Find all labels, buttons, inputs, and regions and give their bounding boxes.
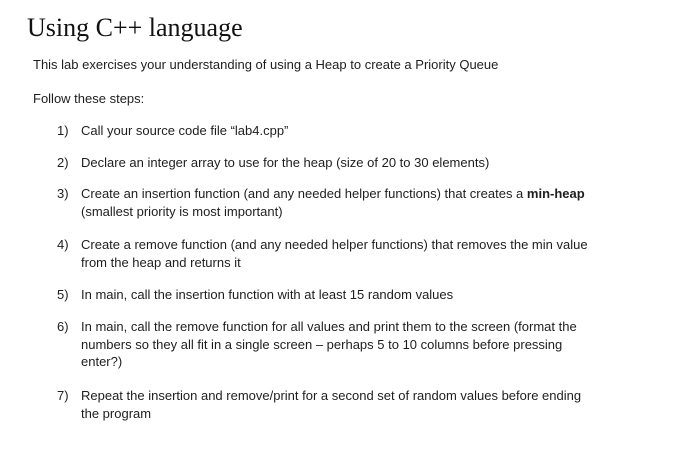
step-line: Create a remove function (and any needed helper functions) that removes the min value: [81, 237, 588, 252]
step-line: numbers so they all fit in a single screen – perhaps 5 to 10 columns before pressing: [81, 336, 563, 352]
step-line: Repeat the insertion and remove/print for a second set of random values before ending: [81, 388, 582, 403]
step-line: Call your source code file “lab4.cpp”: [81, 123, 289, 138]
step-number: 1): [57, 123, 69, 138]
step-line: [81, 185, 671, 203]
step-bold-term: min-heap: [526, 186, 585, 201]
step-number: 3): [57, 186, 69, 201]
step-number: 2): [57, 155, 69, 170]
step-number: 5): [57, 287, 69, 302]
step-number: 6): [57, 319, 69, 334]
step-text: [81, 236, 671, 271]
intro-text: This lab exercises your understanding of using a Heap to create a Priority Queue: [33, 57, 499, 72]
step-line: Declare an integer array to use for the heap (size of 20 to 30 elements): [81, 155, 490, 170]
step-line-text: Create an insertion function (and any needed helper functions) that creates a: [81, 186, 527, 201]
step-text: [81, 122, 671, 140]
step-text: [81, 387, 671, 422]
steps-heading: Follow these steps:: [33, 91, 145, 106]
step-text: [81, 318, 671, 371]
step-line: the program: [81, 405, 152, 421]
step-line: from the heap and returns it: [81, 254, 241, 270]
step-line: In main, call the insertion function with at least 15 random values: [81, 287, 454, 302]
step-text: [81, 185, 671, 220]
step-line: (smallest priority is most important): [81, 203, 283, 219]
step-text: [81, 154, 671, 172]
step-number: 4): [57, 237, 69, 252]
step-text: [81, 286, 671, 304]
document-title: Using C++ language: [27, 13, 243, 42]
step-number: 7): [57, 388, 69, 403]
step-line: enter?): [81, 354, 123, 369]
step-line: In main, call the remove function for all values and print them to the screen (format the: [81, 319, 577, 334]
